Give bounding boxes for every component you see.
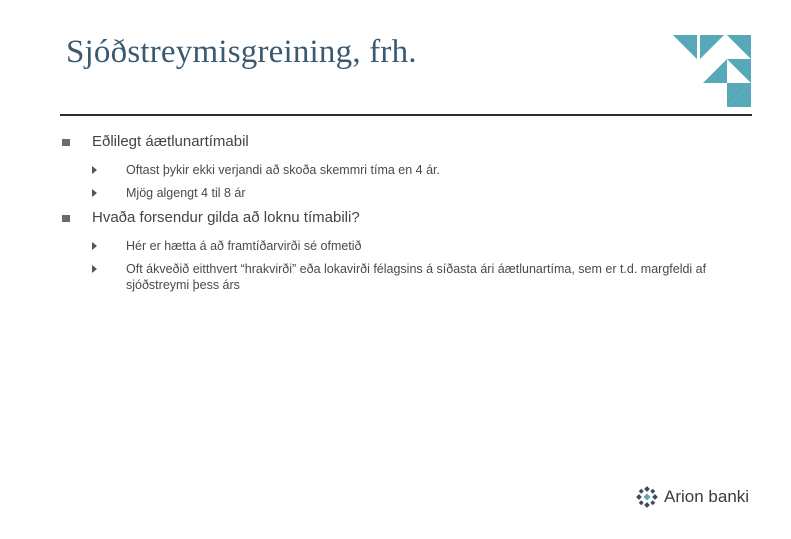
- bullet-text: Hvaða forsendur gilda að loknu tímabili?: [92, 209, 360, 226]
- sub-bullet-text: Mjög algengt 4 til 8 ár: [126, 186, 246, 200]
- brand-name: Arion banki: [664, 487, 750, 506]
- arrow-bullet-icon: [92, 166, 97, 174]
- square-bullet-icon: [62, 139, 70, 146]
- arrow-bullet-icon: [92, 265, 97, 273]
- geometric-triangles-icon: [673, 35, 751, 107]
- sub-bullet-text: Oftast þykir ekki verjandi að skoða skemmri tíma en 4 ár.: [126, 163, 441, 177]
- sub-bullet-text: Hér er hætta á að framtíðarvirði sé ofmetið: [126, 239, 362, 253]
- bullet-item: [62, 132, 742, 152]
- brand-logo: [636, 484, 749, 510]
- sub-bullet-item: [92, 238, 742, 254]
- bullet-list: [62, 132, 742, 300]
- bullet-item: [62, 208, 742, 228]
- sub-bullet-item: [92, 261, 742, 293]
- arion-star-icon: [636, 486, 658, 508]
- sub-bullet-item: [92, 162, 742, 178]
- bullet-text: Eðlilegt áætlunartímabil: [92, 133, 249, 150]
- sub-bullet-text: Oft ákveðið eitthvert “hrakvirði” eða lokavirði félagsins á síðasta ári áætlunartíma, sem er t.d. margfeldi af sjóðstreymi þess árs: [126, 262, 707, 292]
- arrow-bullet-icon: [92, 189, 97, 197]
- sub-bullet-item: [92, 185, 742, 201]
- square-bullet-icon: [62, 215, 70, 222]
- title-divider: [60, 114, 752, 116]
- arrow-bullet-icon: [92, 242, 97, 250]
- slide-title: Sjóðstreymisgreining, frh.: [66, 34, 417, 70]
